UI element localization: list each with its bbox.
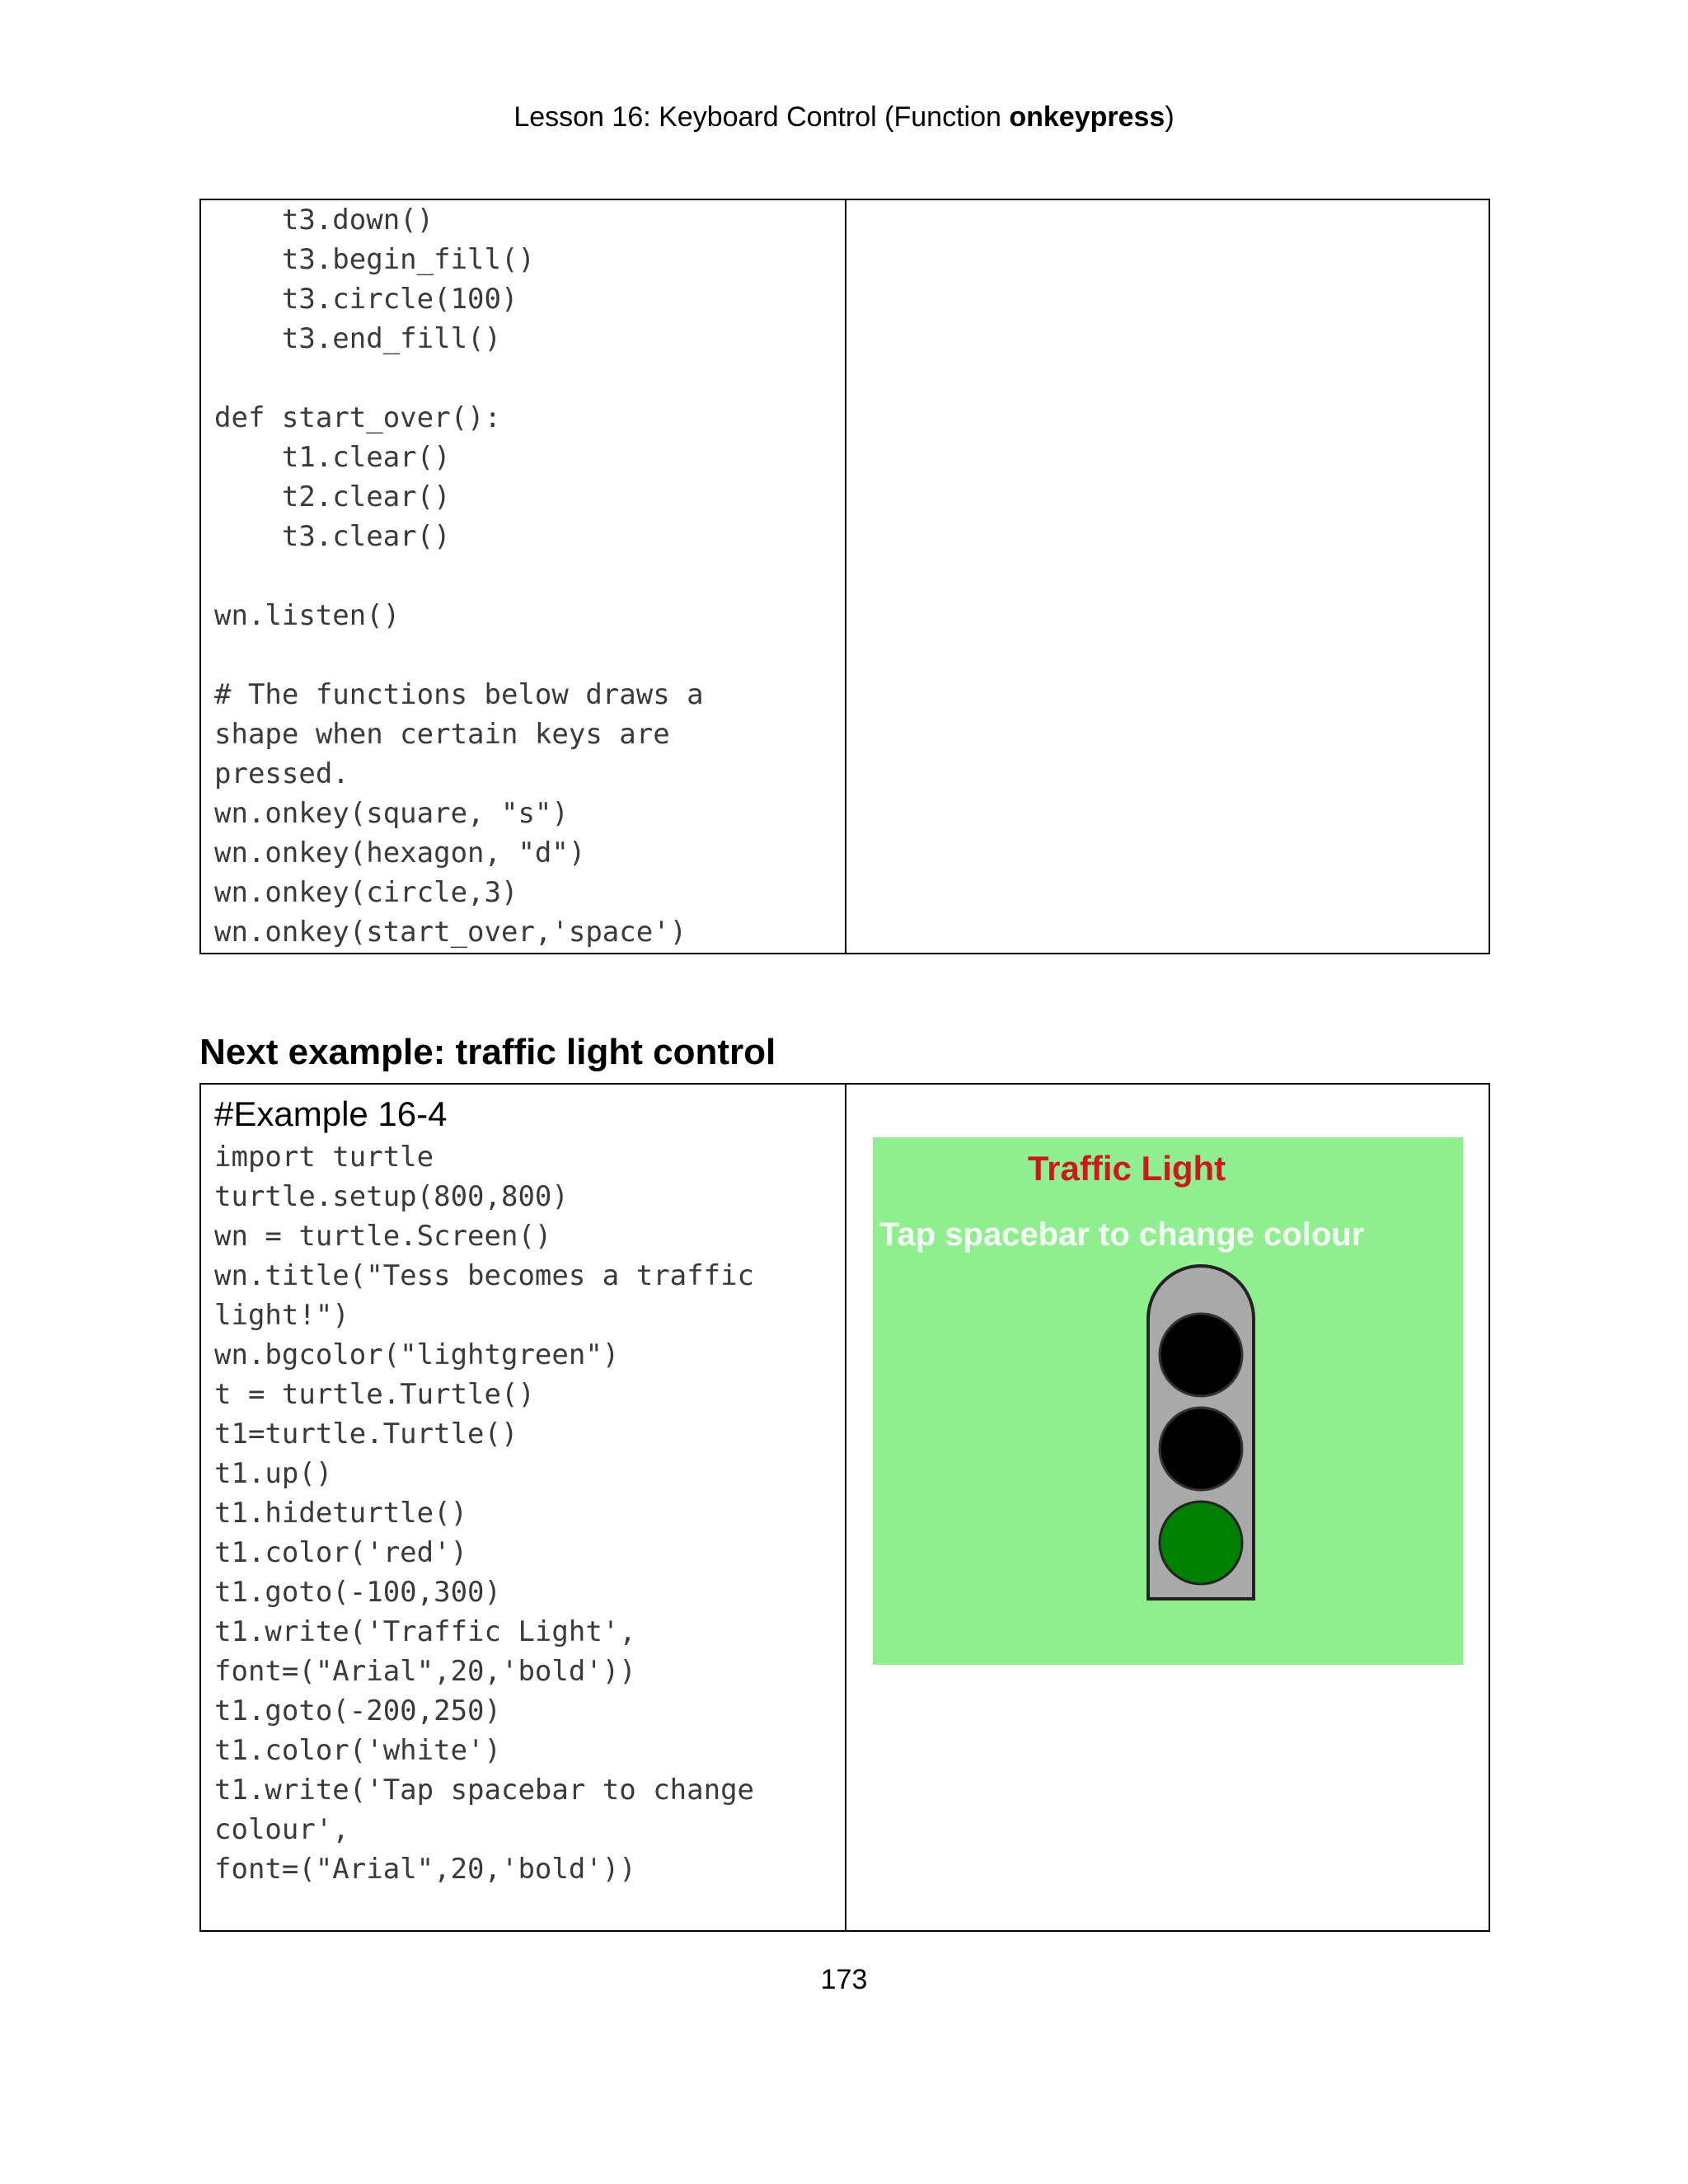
light-top <box>1160 1314 1242 1396</box>
section-heading: Next example: traffic light control <box>199 1032 776 1072</box>
code-cell <box>201 1085 846 1930</box>
output-cell <box>846 1085 1489 1930</box>
output-cell-empty <box>846 200 1489 953</box>
code-block: t3.down() t3.begin_fill() t3.circle(100) t3.end_fill() def start_over(): t1.clear() t2.clear() t3.clear() wn.listen() # The functions below draws a shape when certain keys are pressed. wn.onkey(square, "s") wn.onkey(hexagon, "d") wn.onkey(circle,3) wn.onkey(start_over,'space') <box>214 204 704 949</box>
example-title: #Example 16-4 <box>214 1094 448 1133</box>
header-prefix: Lesson 16: Keyboard Control (Function <box>513 101 1010 133</box>
light-bottom-green <box>1160 1502 1242 1584</box>
code-table-continued <box>199 199 1490 954</box>
traffic-light-drawing <box>873 1137 1463 1665</box>
turtle-output-screenshot <box>873 1137 1463 1665</box>
traffic-light-subtitle: Tap spacebar to change colour <box>879 1216 1365 1253</box>
light-middle <box>1160 1408 1242 1490</box>
example-table <box>199 1083 1490 1932</box>
header-bold-function: onkeypress <box>1009 101 1165 133</box>
header-suffix: ) <box>1165 101 1175 133</box>
code-cell <box>201 200 846 953</box>
page-header <box>0 99 1688 135</box>
traffic-light-title: Traffic Light <box>1027 1149 1226 1188</box>
page-number: 173 <box>820 1964 868 1995</box>
code-block: import turtle turtle.setup(800,800) wn = turtle.Screen() wn.title("Tess becomes a traffic light!") wn.bgcolor("lightgreen") t = turtle.Turtle() t1=turtle.Turtle() t1.up() t1.hideturtle() t1.color('red') t1.goto(-100,300) t1.write('Traffic Light', font=("Arial",20,'bold')) t1.goto(-200,250) t1.color('white') t1.write('Tap spacebar to change colour', font=("Arial",20,'bold')) <box>214 1141 755 1886</box>
